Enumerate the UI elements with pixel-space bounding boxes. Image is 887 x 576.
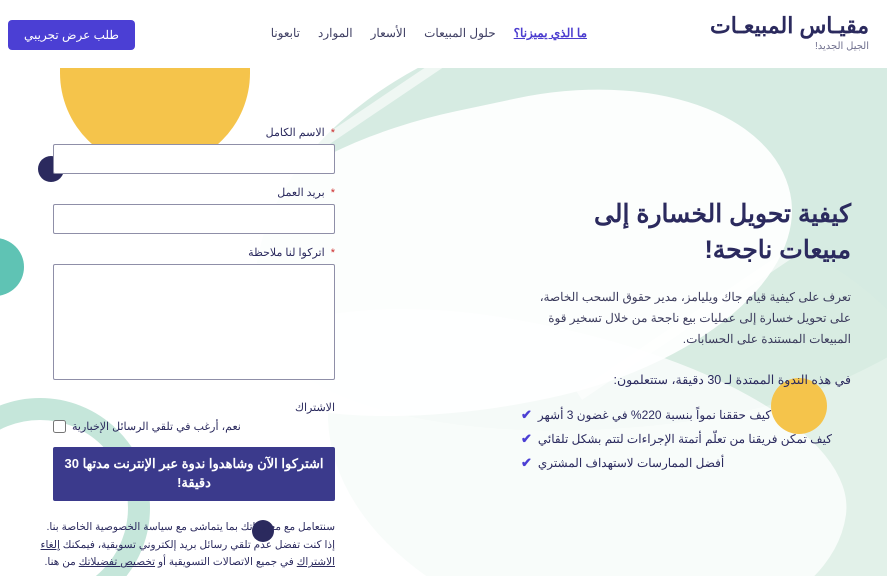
nav-item-pricing[interactable]: الأسعار [370, 26, 407, 40]
full-name-input[interactable] [53, 144, 335, 174]
work-email-label [53, 186, 335, 199]
teal-circle [0, 238, 24, 296]
subscription-section-label: الاشتراك [294, 402, 335, 414]
note-label [53, 246, 335, 259]
work-email-input[interactable] [53, 204, 335, 234]
benefit-text: أفضل الممارسات لاستهداف المشتري [537, 455, 725, 470]
page-title: كيفية تحويل الخسارة إلى مبيعات ناجحة! [594, 200, 851, 265]
nav-item-sales-solutions[interactable]: حلول المبيعات [424, 26, 496, 40]
signup-form [40, 126, 335, 572]
benefits-list [521, 403, 851, 475]
full-name-label [53, 126, 335, 139]
work-email-field-group [53, 186, 335, 234]
submit-button[interactable]: اشتركوا الآن وشاهدوا ندوة عبر الإنترنت مدتها 30 دقيقة! [53, 447, 335, 501]
check-icon: ✔ [521, 406, 532, 422]
check-icon: ✔ [521, 430, 532, 446]
required-asterisk: * [330, 187, 335, 199]
nav-item-follow-us[interactable]: تابعونا [270, 26, 301, 40]
benefit-text: كيف حققنا نمواً بنسبة 220% في غضون 3 أشهر [537, 407, 772, 422]
required-asterisk: * [330, 127, 335, 139]
newsletter-checkbox[interactable] [53, 420, 66, 433]
required-asterisk: * [330, 247, 335, 259]
list-item [521, 451, 851, 475]
hero-description: تعرف على كيفية قيام جاك ويليامز، مدير حقوق السحب الخاصة، على تحويل خسارة إلى عمليات بيع ناجحة من خلال تسخير قوة المبيعات المستندة على الحسابات. [539, 289, 851, 346]
newsletter-checkbox-row[interactable] [53, 420, 335, 433]
nav-item-what-makes-us-different[interactable]: ما الذي يميزنا؟ [513, 26, 587, 40]
full-name-field-group [53, 126, 335, 174]
customize-preferences-link[interactable]: تخصيص تفضيلاتك [78, 556, 156, 569]
nav-item-resources[interactable]: الموارد [318, 26, 353, 40]
check-icon: ✔ [521, 454, 532, 470]
list-item [521, 427, 851, 451]
newsletter-checkbox-label: نعم، أرغب في تلقي الرسائل الإخبارية [72, 421, 241, 433]
list-item [521, 403, 851, 427]
webinar-duration-text: في هذه الندوة الممتدة لـ 30 دقيقة، ستتعلمون: [613, 372, 851, 387]
work-email-label-text: بريد العمل [277, 187, 325, 199]
brand-title: مقيـاس المبيعـات [710, 13, 869, 38]
legal-text-part-1: سنتعامل مع معلوماتك بما يتماشى مع سياسة الخصوصية الخاصة بنا. إذا كنت تفضل عدم تلقي رسائل بريد إلكتروني تسويقية، فيمكنك [46, 520, 335, 551]
hero-copy [521, 196, 851, 491]
main-navigation [271, 26, 587, 40]
legal-disclaimer [35, 519, 335, 573]
note-textarea[interactable] [53, 264, 335, 380]
full-name-label-text: الاسم الكامل [265, 127, 325, 139]
request-demo-button[interactable]: طلب عرض تجريبي [8, 20, 135, 50]
legal-text-part-3: من هنا. [44, 556, 79, 569]
benefit-text: كيف تمكن فريقنا من تعلّم أتمتة الإجراءات لتتم بشكل تلقائي [537, 431, 832, 446]
note-field-group [53, 246, 335, 385]
site-header [0, 0, 887, 68]
brand-subtitle: الجيل الجديد! [815, 41, 869, 53]
note-label-text: اتركوا لنا ملاحظة [248, 247, 325, 259]
unsubscribe-link[interactable]: إلغاء الاشتراك [40, 538, 335, 569]
legal-text-part-2: في جميع الاتصالات التسويقية أو [155, 556, 297, 569]
brand-logo[interactable] [710, 14, 869, 52]
